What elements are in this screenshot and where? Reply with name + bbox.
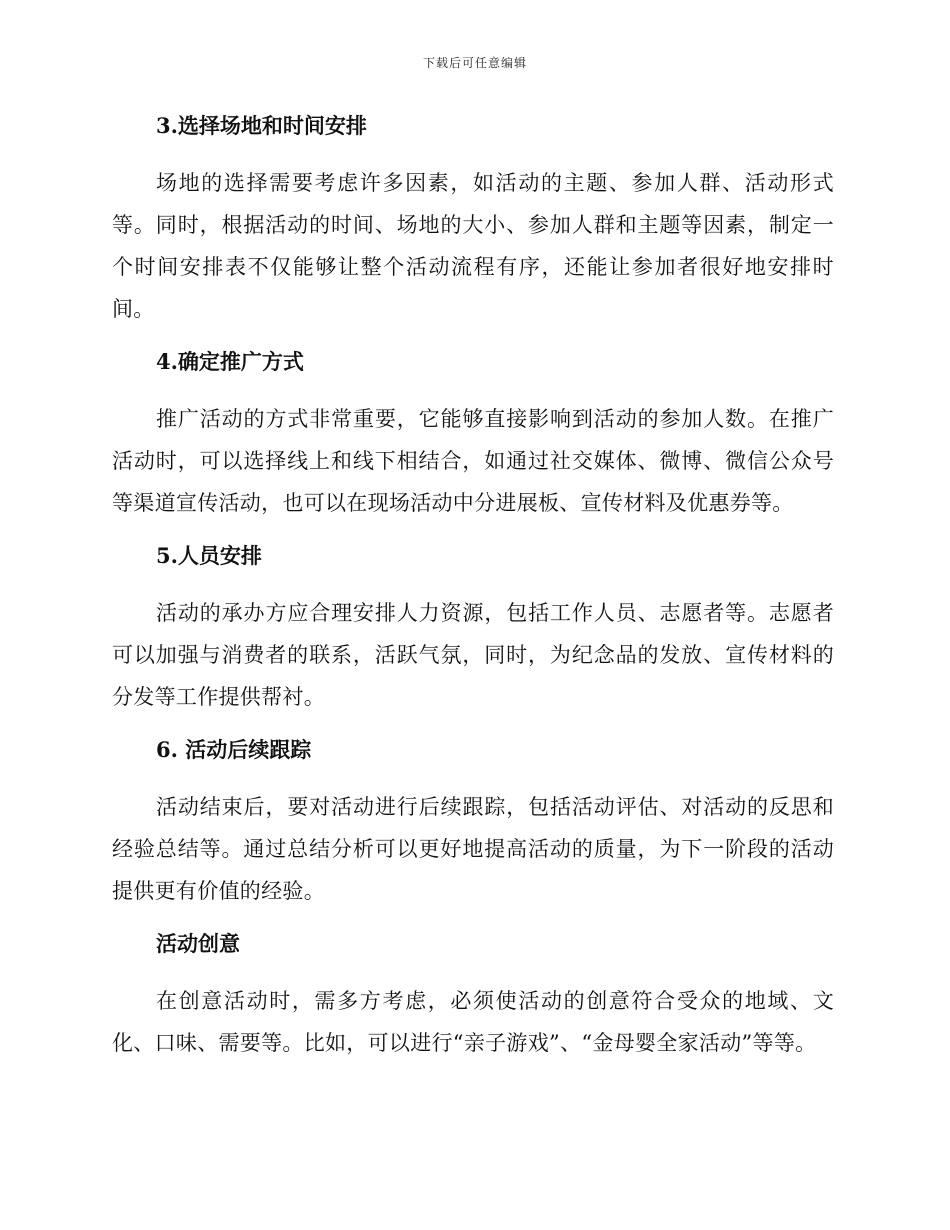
section-follow-up — [112, 734, 834, 928]
document-body — [112, 110, 834, 1064]
section-heading: 活动创意 — [156, 931, 240, 956]
page-header: 下载后可任意编辑 — [422, 56, 527, 70]
section-paragraph: 活动结束后，要对活动进行后续跟踪，包括活动评估、对活动的反思和经验总结等。通过总结分析可以更好地提高活动的质量，为下一阶段的活动提供更有价值的经验。 — [112, 795, 834, 903]
section-heading: 5.人员安排 — [156, 543, 262, 568]
section-creative — [112, 928, 834, 1064]
section-heading: 4.确定推广方式 — [156, 349, 304, 374]
section-paragraph: 推广活动的方式非常重要，它能够直接影响到活动的参加人数。在推广活动时，可以选择线上和线下相结合，如通过社交媒体、微博、微信公众号等渠道宣传活动，也可以在现场活动中分进展板、宣传材料及优惠券等。 — [112, 407, 834, 515]
section-promotion — [112, 346, 834, 540]
section-paragraph: 场地的选择需要考虑许多因素，如活动的主题、参加人群、活动形式等。同时，根据活动的时间、场地的大小、参加人群和主题等因素，制定一个时间安排表不仅能够让整个活动流程有序，还能让参加者很好地安排时间。 — [112, 171, 834, 321]
section-heading: 3.选择场地和时间安排 — [156, 113, 367, 138]
section-heading: 6. 活动后续跟踪 — [156, 737, 312, 762]
section-paragraph: 在创意活动时，需多方考虑，必须使活动的创意符合受众的地域、文化、口味、需要等。比如，可以进行“亲子游戏”、“金母婴全家活动”等等。 — [112, 989, 834, 1055]
section-paragraph: 活动的承办方应合理安排人力资源，包括工作人员、志愿者等。志愿者可以加强与消费者的联系，活跃气氛，同时，为纪念品的发放、宣传材料的分发等工作提供帮衬。 — [112, 601, 834, 709]
section-venue-schedule — [112, 110, 834, 346]
section-staffing — [112, 540, 834, 734]
